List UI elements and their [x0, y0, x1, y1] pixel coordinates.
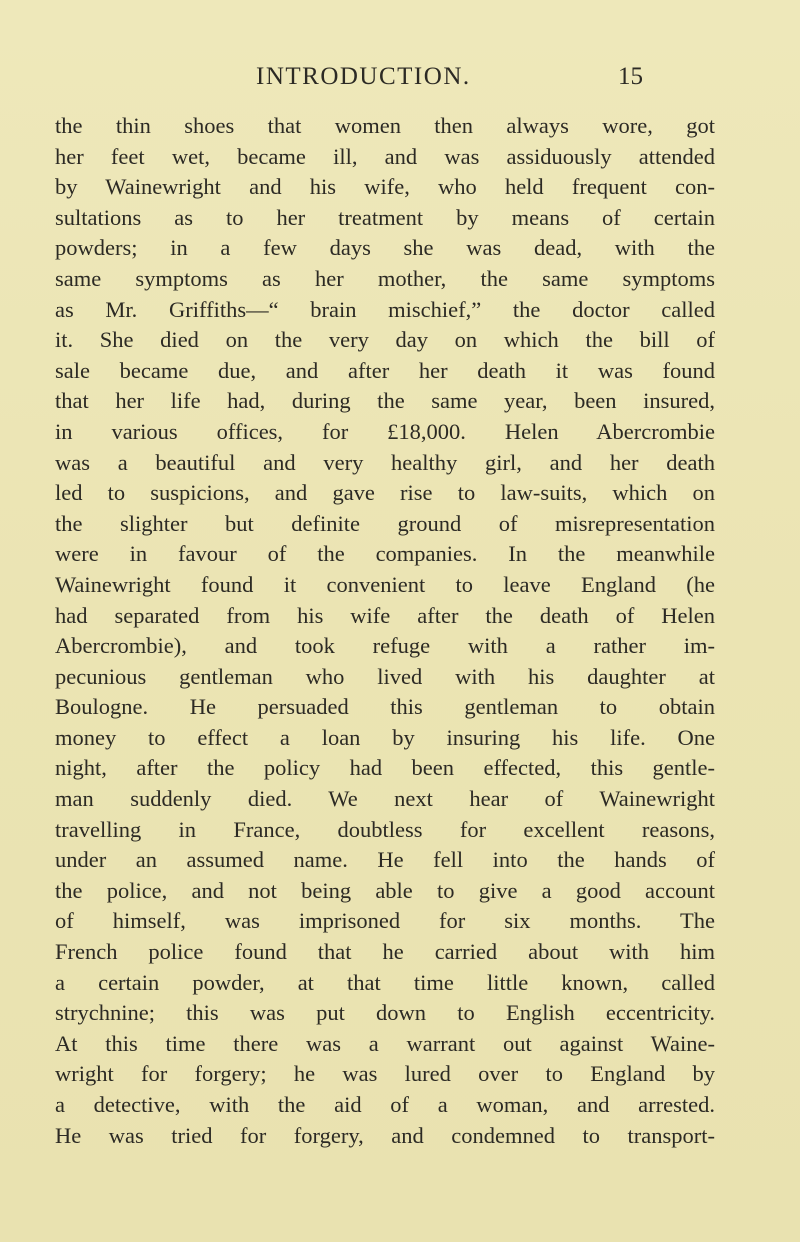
text-line: had separated from his wife after the death of Helen [55, 602, 715, 628]
text-line: the thin shoes that women then always wore, got [55, 113, 715, 138]
text-line: were in favour of the companies. In the meanwhile [55, 541, 715, 567]
text-line: under an assumed name. He fell into the hands of [55, 847, 715, 873]
text-line: by Wainewright and his wife, who held frequent con- [55, 174, 715, 200]
text-line: was a beautiful and very healthy girl, and her death [55, 449, 715, 475]
text-line: a detective, with the aid of a woman, and arrested. [55, 1092, 715, 1117]
text-line: her feet wet, became ill, and was assiduously attended [55, 143, 715, 169]
running-head [0, 60, 800, 94]
text-line: travelling in France, doubtless for excellent reasons, [55, 816, 715, 842]
page-number: 15 [618, 63, 643, 90]
text-line: it. She died on the very day on which the bill of [55, 327, 715, 353]
text-line: sale became due, and after her death it was found [55, 357, 715, 383]
text-line: a certain powder, at that time little known, called [55, 969, 715, 995]
text-line: of himself, was imprisoned for six months. The [55, 908, 715, 934]
text-line: the police, and not being able to give a good account [55, 877, 715, 903]
text-line: At this time there was a warrant out against Waine- [55, 1030, 715, 1056]
running-head-title: INTRODUCTION. [256, 63, 471, 90]
text-line: powders; in a few days she was dead, with the [55, 235, 715, 261]
text-line: Wainewright found it convenient to leave England (he [55, 571, 715, 597]
text-line: in various offices, for £18,000. Helen Abercrombie [55, 418, 715, 444]
text-line: money to effect a loan by insuring his life. One [55, 724, 715, 750]
text-line: man suddenly died. We next hear of Wainewright [55, 786, 715, 812]
text-line: that her life had, during the same year, been insured, [55, 388, 715, 414]
text-line: led to suspicions, and gave rise to law-suits, which on [55, 480, 715, 506]
text-line: pecunious gentleman who lived with his daughter at [55, 663, 715, 689]
text-line: wright for forgery; he was lured over to England by [55, 1061, 715, 1087]
body-text [55, 111, 715, 1151]
text-line: French police found that he carried about with him [55, 939, 715, 965]
text-line: same symptoms as her mother, the same symptoms [55, 265, 715, 291]
text-line: sultations as to her treatment by means of certain [55, 204, 715, 230]
text-line: the slighter but definite ground of misrepresentation [55, 510, 715, 536]
text-line: night, after the policy had been effected, this gentle- [55, 755, 715, 781]
text-line: Abercrombie), and took refuge with a rather im- [55, 633, 715, 659]
text-line: as Mr. Griffiths—“ brain mischief,” the doctor called [55, 296, 715, 322]
text-line: He was tried for forgery, and condemned to transport- [55, 1122, 715, 1148]
text-line: strychnine; this was put down to English eccentricity. [55, 1000, 715, 1026]
text-line: Boulogne. He persuaded this gentleman to obtain [55, 694, 715, 720]
